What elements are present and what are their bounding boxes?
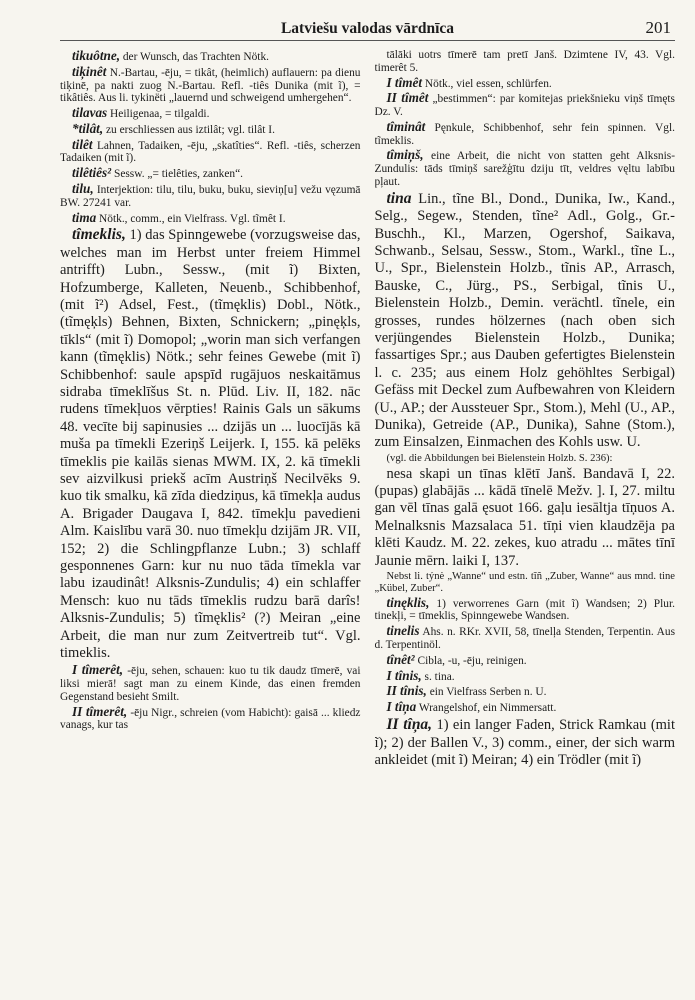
entry-headword: II tîmerêt,	[72, 703, 128, 719]
running-head	[60, 18, 675, 41]
entry-text: zu erschliessen aus iztilât; vgl. tilât I.	[106, 123, 275, 136]
dictionary-entry	[375, 596, 676, 624]
dictionary-entry	[60, 211, 361, 226]
dictionary-entry	[375, 148, 676, 188]
dictionary-entry	[60, 166, 361, 181]
entry-headword: tîmeklis,	[72, 226, 126, 244]
entry-headword: I tîmêt	[386, 74, 423, 90]
dictionary-entry	[375, 700, 676, 715]
dictionary-entry	[375, 120, 676, 148]
entry-text: Lahnen, Tadaiken, -ēju, „skatîties“. Refl. -tiês, scherzen Tadaiken (mit ĩ).	[60, 139, 361, 165]
dictionary-entry	[375, 624, 676, 652]
entry-headword: tima	[72, 209, 97, 225]
entry-text: Nebst li. týnė „Wanne“ und estn. tĩñ „Zuber, Wanne“ aus mnd. tine „Kübel, Zuber“.	[374, 570, 675, 594]
entry-text: tālāki uotrs tīmerē tam pretī Janš. Dzimtene IV, 43. Vgl. timerêt 5.	[374, 49, 675, 74]
entry-text: der Wunsch, das Trachten Nötk.	[122, 51, 269, 63]
dictionary-entry	[375, 76, 676, 91]
dictionary-entry	[375, 716, 676, 769]
entry-text: 1) das Spinngewebe (vorzugsweise das, welches man im Herbst unter freiem Himmel antrifft) Lubn., Sessw., (mit ĩ) Bixten, Hofzumberge, Kalleten, Neuenb., Schibbenhof, (mit ĩ²) Adsel, Fest., (tĩmęklis) Dobl., Nötk., (tĩmęķls) Behnen, Bixten, Schnickern; „pinęķls, tīkls“ (mit ĩ) Domopol; „worin man sich verfangen kann (tĩmęklis) Nötk.; sehr feines Gewebe (mit ĩ) Schibbenhof: saule apspīd rugājuos neskaitāmus sidraba tīmeklīšus St. n. Plūd. Liv. II, 182. nāc rudens tīmekļuos vērpties! Rainis Gals un sākums 48. vecīte bij sapinusies ... dzijās un ... luocījās kā muša pa tīmekli Ezeriņš Leijerk. I, 155. kā pelēks tīmeklis pie kailās sienas MWM. IX, 2. kā tīmekli sev aizvilkusi priekš acīm Austriņš Necilvēks 9. kuo tik smalku, kā zīda diedziņus, kā tīmekļa audus A. Brigader Daugava I, 842. tīmekļu pavedieni Alm. Kaislību varā 30. nuo tīmekļu dzijām JR. VII, 152; 2) die Schlingpflanze Lubn.; 3) schlaff gesponnenes Garn: kur nu nuo tāda tīmekla var labu izaudinât! Alksnis-Zundulis; 4) ein schlaffer Mensch: kuo nu tāds tīmeklis rudzu barā darîs! Alksnis-Zundulis; 5) tĩmęklis² (?) Meiran „eine Arbeit, die man nur zum Zeitvertreib tut“. Vgl. timeklis.	[60, 227, 361, 661]
entry-text: Lin., tĩne Bl., Dond., Dunika, Iw., Kand., Selg., Segew., Stenden, tĩne² Adl., Golg., Gr.-Buschh., Kl., Marzen, Ogershof, Saikava, Schwanb., Selsau, Sessw., Stom., Warkl., tĩne L., U., Spr., Bielenstein Holzb., tĩnis AP., Arrasch, Bauske, C., Jürg., PS., Serbigal, tĩnis U., Bielenstein Holzb., Demin. verächtl. tĩnele, ein grosses, rundes hölzernes (nach oben sich verjüngendes Bielenstein Holzb., Dunika; fassartiges Spr.; aus Dauben gefertigtes Bielenstein l. c. 235; aus einem Holz gehöhltes Serbigal) Gefäss mit Deckel zum Aufbewahren von Kleidern (U., AP.; der Aussteuer Spr., Stom.), Mehl (U., AP., Dunika), Getreide (AP., Dunika), Sahne (Stom.), zum Einsalzen, Einmachen des Kohls usw. U.	[374, 190, 675, 451]
entry-headword: II tînis,	[386, 683, 427, 699]
dictionary-entry	[375, 684, 676, 699]
entry-text: Sessw. „= tielêties, zanken“.	[113, 168, 244, 181]
dictionary-entry	[60, 65, 361, 105]
entry-text: Interjektion: tilu, tilu, buku, buku, sieviņ[u] vežu vęzumā BW. 27241 var.	[60, 183, 361, 209]
entry-text: Pęnkule, Schibbenhof, sehr fein spinnen. Vgl. tĩmeklis.	[374, 121, 675, 147]
dictionary-entry	[375, 190, 676, 452]
entry-headword: tikuôtne,	[72, 49, 120, 63]
entry-headword: I tîņa	[386, 699, 417, 715]
entry-text: Cibla, -u, -ēju, reinigen.	[417, 654, 527, 667]
entry-headword: tilêtiês²	[72, 165, 112, 181]
entry-text: -ēju, sehen, schauen: kuo tu tik daudz tīmerē, vai liksi mierā! sagt man zu einem Kinde, das einen fremden Gegenstand besieht Smilt.	[60, 665, 361, 703]
entry-text: N.-Bartau, -ēju, = tikât, (heimlich) auflauern: pa dienu tiķinē, pa nakti zuog N.-Bartau. Refl. -tiês Dunika (mit ĩ), = tikâtiês. Aus li. tykinëti „lauernd und schweigend umhergehen“.	[60, 66, 361, 105]
dictionary-entry	[375, 91, 676, 119]
dictionary-entry	[60, 122, 361, 137]
entry-text: ein Vielfrass Serben n. U.	[429, 686, 547, 699]
entry-headword: tîmiņš,	[386, 147, 424, 163]
entry-headword: tiķinêt	[72, 63, 107, 79]
page-title: Latviešu valodas vārdnīca	[280, 20, 455, 37]
entry-headword: I tîmerêt,	[72, 662, 124, 678]
entry-text: 1) verworrenes Garn (mit ĩ) Wandsen; 2) Plur. tinekļi, = tīmeklis, Spinngewebe Wandsen.	[374, 597, 675, 623]
text-columns	[60, 49, 675, 999]
entry-headword: II tîņa,	[386, 715, 433, 733]
entry-headword: tînêt²	[386, 651, 415, 667]
entry-headword: tîminât	[386, 118, 426, 134]
entry-text: Wrangelshof, ein Nimmersatt.	[418, 702, 557, 715]
dictionary-entry	[375, 49, 676, 75]
entry-headword: II tîmêt	[386, 90, 429, 106]
entry-text: nesa skapi un tīnas klētī Janš. Bandavā I, 22. (pupas) glabājās ... kādā tīnelē Mežv. ]. I, 27. miltu gan vēl tīnas galā ęsuot 166. gaļu iesāltja tīņuos A. Melnalksnis Mazsalaca 51. tīņi vien klaudzēja pa klēti Kaudz. M. 22. zekes, kuo atradu ... mātes tīnī Jaunie mērn. laiki I, 137.	[374, 465, 675, 569]
entry-headword: tilu,	[72, 180, 94, 196]
entry-text: Heiligenaa, = tilgaldi.	[110, 108, 210, 121]
left-column	[60, 49, 361, 999]
entry-headword: tinelis	[386, 623, 420, 639]
entry-headword: tina	[386, 189, 412, 207]
dictionary-entry	[375, 466, 676, 570]
entry-text: Nötk., comm., ein Vielfrass. Vgl. tĩmêt I.	[99, 212, 286, 225]
dictionary-entry	[60, 226, 361, 662]
entry-text: -ēju Nigr., schreien (vom Habicht): gaisā ... kliedz vanags, kur tas	[60, 706, 361, 732]
dictionary-entry	[60, 663, 361, 703]
dictionary-entry	[60, 182, 361, 210]
entry-text: 1) ein langer Faden, Strick Ramkau (mit ĩ); 2) der Ballen V., 3) comm., einer, der sich warm ankleidet (mit ĩ) Meiran; 4) ein Trödler (mit ĩ)	[374, 716, 675, 768]
entry-text: (vgl. die Abbildungen bei Bielenstein Holzb. S. 236):	[386, 452, 613, 464]
dictionary-entry	[375, 571, 676, 595]
right-column	[375, 49, 676, 999]
entry-headword: *tilât,	[72, 120, 104, 136]
entry-headword: tinęklis,	[386, 594, 430, 610]
entry-headword: I tînis,	[386, 667, 422, 683]
dictionary-entry	[375, 453, 676, 465]
dictionary-entry	[375, 653, 676, 668]
entry-headword: tilavas	[72, 105, 108, 121]
entry-text: Ahs. n. RKr. XVII, 58, tīnelļa Stenden, Terpentin. Aus d. Terpentinöl.	[374, 626, 675, 652]
page-number: 201	[645, 18, 671, 37]
dictionary-entry	[60, 705, 361, 733]
dictionary-entry	[60, 49, 361, 64]
dictionary-entry	[60, 138, 361, 166]
dictionary-entry	[60, 106, 361, 121]
entry-text: „bestimmen“: par komitejas priekšnieku viņš tīmęts Dz. V.	[374, 93, 675, 119]
entry-headword: tilêt	[72, 136, 93, 152]
dictionary-entry	[375, 669, 676, 684]
entry-text: Nötk., viel essen, schlürfen.	[424, 77, 552, 90]
entry-text: s. tina.	[424, 670, 455, 683]
entry-text: eine Arbeit, die nicht von statten geht Alksnis-Zundulis: tāds tīmiņš sarežģītu dziju tīt, veldres vęltu labību pļaut.	[374, 150, 675, 188]
